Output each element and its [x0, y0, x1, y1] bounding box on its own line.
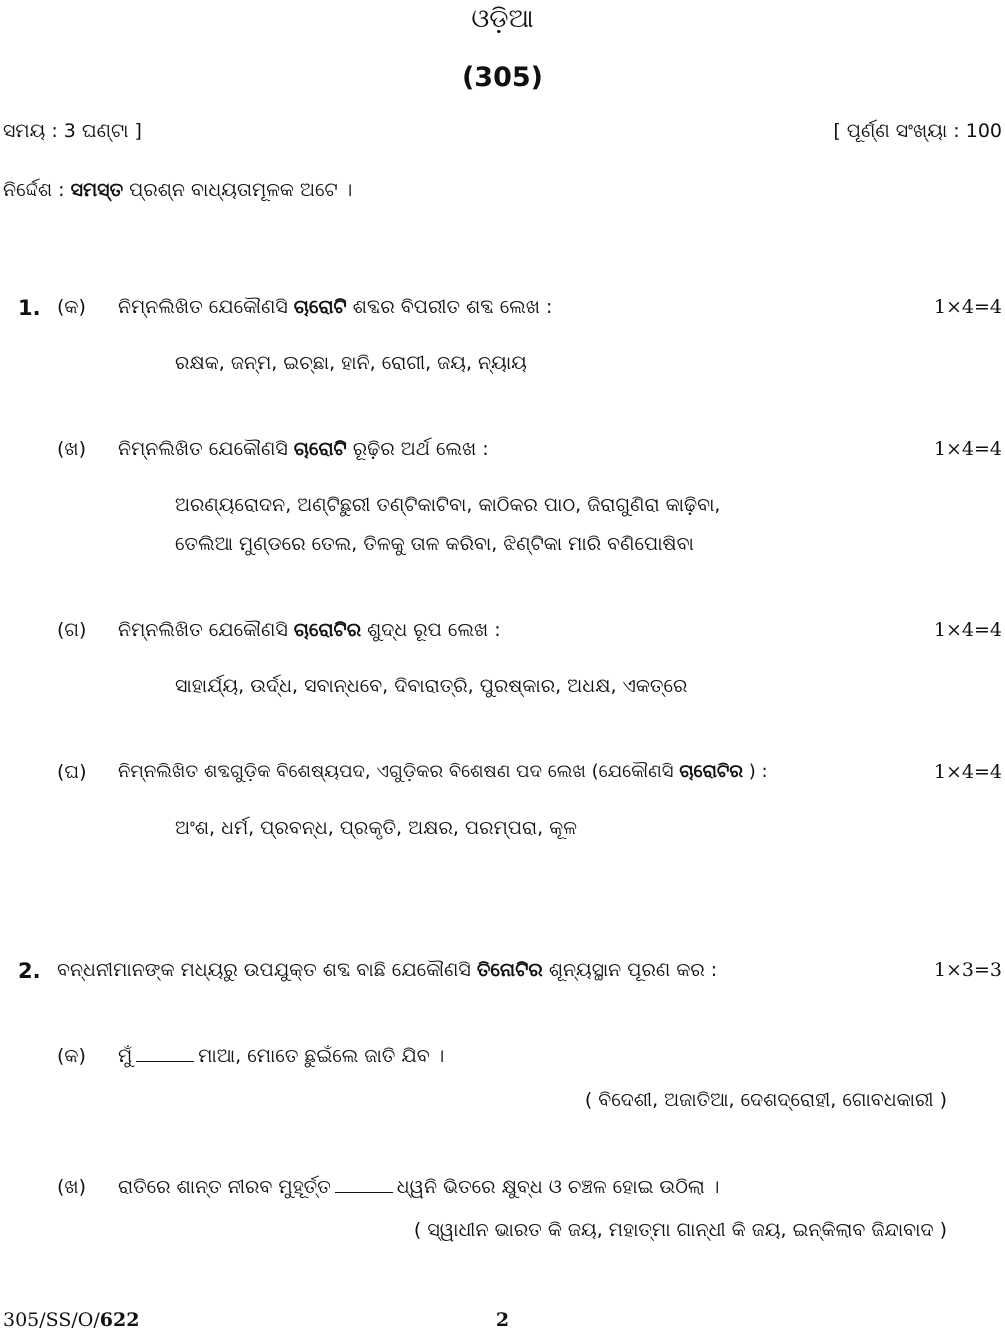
q2-prompt-bold: ତିନୋଟିର: [476, 959, 543, 981]
subject-code: (305): [461, 62, 544, 93]
q1d-prompt-pre: ନିମ୍ନଲିଖିତ ଶବ୍ଦଗୁଡ଼ିକ ବିଶେଷ୍ୟପଦ, ଏଗୁଡ଼ିକର ବିଶେଷଣ ପଦ ଲେଖ (ଯେକୌଣସି: [118, 761, 674, 782]
q1c-words: ସାହାର୍ଯ୍ୟ, ଉର୍ଦ୍ଧ, ସବାନ୍ଧବେ, ଦିବାରାତ୍ରି, ପୁରଷ୍କାର, ଅଧକ୍ଷ, ଏକତ୍ରେ: [175, 675, 688, 697]
q1b-words-line2: ତେଲିଆ ମୁଣ୍ଡରେ ତେଲ, ତିଳକୁ ତାଳ କରିବା, ଝିଣ୍ଟିକା ମାରି ବଣିପୋଷିବା: [175, 533, 694, 555]
q1a-marks: 1×4=4: [933, 296, 1002, 318]
q1d-prompt-bold: ଚାରୋଟିର: [679, 761, 743, 782]
footer-code-prefix: 305/SS/O/: [3, 1309, 100, 1331]
q1a-prompt-bold: ଚାରୋଟି: [293, 296, 347, 318]
instruction-bold: ସମସ୍ତ: [70, 179, 124, 201]
q2-marks: 1×3=3: [933, 959, 1002, 981]
q1d-prompt-post: ) :: [748, 761, 768, 782]
q1a-prompt-pre: ନିମ୍ନଲିଖିତ ଯେକୌଣସି: [118, 296, 288, 318]
q1c-label: (ଗ): [57, 619, 87, 641]
q2b-options: ( ସ୍ୱାଧୀନ ଭାରତ କି ଜୟ, ମହାତ୍ମା ଗାନ୍ଧୀ କି ଜୟ, ଇନ୍‌କିଲାବ ଜିନ୍ଦାବାଦ ): [413, 1219, 947, 1241]
q1d-words: ଅଂଶ, ଧର୍ମ, ପ୍ରବନ୍ଧ, ପ୍ରକୃତି, ଅକ୍ଷର, ପରମ୍ପରା, କୂଳ: [175, 817, 577, 839]
instruction-label: ନିର୍ଦ୍ଦେଶ :: [3, 179, 65, 201]
page-number: 2: [495, 1309, 510, 1331]
instruction-text: ପ୍ରଶ୍ନ ବାଧ୍ୟତାମୂଳକ ଅଟେ ।: [129, 179, 353, 201]
q2b-sentence: [118, 1176, 719, 1198]
q1b-prompt-pre: ନିମ୍ନଲିଖିତ ଯେକୌଣସି: [118, 438, 288, 460]
q1a-prompt: [118, 296, 552, 318]
q2-prompt-post: ଶୂନ୍ୟସ୍ଥାନ ପୂରଣ କର :: [548, 959, 718, 981]
q1c-marks: 1×4=4: [933, 619, 1002, 641]
q1b-prompt-bold: ଚାରୋଟି: [293, 438, 347, 460]
q1c-prompt-pre: ନିମ୍ନଲିଖିତ ଯେକୌଣସି: [118, 619, 288, 641]
q1c-prompt-post: ଶୁଦ୍ଧ ରୂପ ଲେଖ :: [367, 619, 501, 641]
q2-prompt: [57, 959, 717, 981]
subject-title: ଓଡ଼ିଆ: [471, 4, 534, 34]
footer-code-bold: 622: [99, 1309, 140, 1331]
time-allowed: ସମୟ : 3 ଘଣ୍ଟା ]: [3, 120, 142, 142]
question-2-number: 2.: [18, 959, 41, 983]
q2a-label: (କ): [57, 1045, 86, 1067]
q2b-before: ରାତିରେ ଶାନ୍ତ ନୀରବ ମୁହୂର୍ତ୍ତ: [118, 1176, 331, 1198]
q1b-label: (ଖ): [57, 438, 87, 460]
q2a-before: ମୁଁ: [118, 1045, 133, 1067]
q1b-prompt-post: ରୂଢ଼ିର ଅର୍ଥ ଲେଖ :: [352, 438, 489, 460]
q1a-label: (କ): [57, 296, 86, 318]
q2a-after: ମାଆ, ମୋତେ ଛୁଇଁଲେ ଜାତି ଯିବ ।: [198, 1045, 445, 1067]
q2b-after: ଧ୍ୱନି ଭିତରେ କ୍ଷୁବ୍ଧ ଓ ଚଞ୍ଚଳ ହୋଇ ଉଠିଲା ।: [396, 1176, 720, 1198]
q1c-prompt: [118, 619, 501, 641]
instructions: [3, 179, 352, 201]
q2b-blank: [335, 1178, 393, 1193]
q2-prompt-pre: ବନ୍ଧନୀମାନଙ୍କ ମଧ୍ୟରୁ ଉପଯୁକ୍ତ ଶବ୍ଦ ବାଛି ଯେକୌଣସି: [57, 959, 471, 981]
q1b-prompt: [118, 438, 489, 460]
q1b-marks: 1×4=4: [933, 438, 1002, 460]
q2b-label: (ଖ): [57, 1176, 87, 1198]
q1a-prompt-post: ଶବ୍ଦର ବିପରୀତ ଶବ୍ଦ ଲେଖ :: [352, 296, 553, 318]
q2a-options: ( ବିଦେଶୀ, ଅଜାତିଆ, ଦେଶଦ୍ରୋହୀ, ଗୋବଧକାରୀ ): [584, 1089, 947, 1111]
q1c-prompt-bold: ଚାରୋଟିର: [293, 619, 362, 641]
q1d-marks: 1×4=4: [933, 761, 1002, 783]
q1b-words-line1: ଅରଣ୍ୟରୋଦନ, ଅଣ୍ଟିଛୁରୀ ତଣ୍ଟିକାଟିବା, କାଠିକର ପାଠ, ଜିରାଗୁଣିରା କାଢ଼ିବା,: [175, 494, 721, 516]
question-1-number: 1.: [18, 296, 41, 320]
q1d-prompt: [118, 761, 768, 782]
q2a-sentence: [118, 1045, 444, 1067]
full-marks: [ ପୂର୍ଣ୍ଣ ସଂଖ୍ୟା : 100: [833, 120, 1002, 142]
q2a-blank: [136, 1047, 194, 1062]
q1a-words: ରକ୍ଷକ, ଜନ୍ମ, ଇଚ୍ଛା, ହାନି, ରୋଗୀ, ଜୟ, ନ୍ୟାୟ: [175, 352, 527, 374]
q1d-label: (ଘ): [57, 761, 87, 783]
